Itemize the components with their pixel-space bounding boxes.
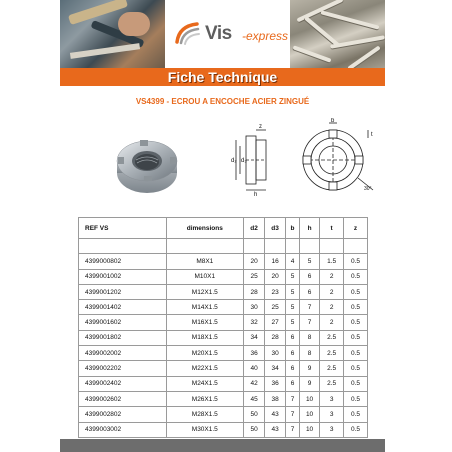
table-cell: M18X1.5 xyxy=(166,330,244,345)
table-cell: 0.5 xyxy=(344,269,368,284)
product-title: VS4399 - ECROU A ENCOCHE ACIER ZINGUÉ xyxy=(135,97,310,106)
table-cell: 28 xyxy=(265,330,286,345)
col-header-h: h xyxy=(299,218,319,239)
col-header-b: b xyxy=(286,218,300,239)
table-cell: M8X1 xyxy=(166,254,244,269)
table-cell: 0.5 xyxy=(344,361,368,376)
table-cell: 0.5 xyxy=(344,407,368,422)
table-cell: 4399002202 xyxy=(79,361,167,376)
table-cell: M30X1.5 xyxy=(166,422,244,437)
table-cell: 4399000802 xyxy=(79,254,167,269)
table-row xyxy=(79,254,368,269)
table-cell: 0.5 xyxy=(344,376,368,391)
table-cell: 0.5 xyxy=(344,330,368,345)
table-cell: 7 xyxy=(299,300,319,315)
table-row xyxy=(79,422,368,437)
table-cell: 6 xyxy=(299,269,319,284)
table-cell: 28 xyxy=(244,284,265,299)
table-cell: 9 xyxy=(299,361,319,376)
brand-logo xyxy=(165,0,290,68)
table-cell: 7 xyxy=(299,315,319,330)
table-cell: M12X1.5 xyxy=(166,284,244,299)
table-cell: 2 xyxy=(320,284,344,299)
table-cell: 2.5 xyxy=(320,330,344,345)
col-header-t: t xyxy=(320,218,344,239)
table-cell: 27 xyxy=(265,315,286,330)
table-cell: 3 xyxy=(320,391,344,406)
col-header-z: z xyxy=(344,218,368,239)
table-header-row xyxy=(79,218,368,239)
table-row xyxy=(79,346,368,361)
table-cell: 0.5 xyxy=(344,391,368,406)
table-cell: 4399002002 xyxy=(79,346,167,361)
slotted-nut-photo xyxy=(110,133,185,198)
header-banner xyxy=(60,0,385,68)
table-cell: 3 xyxy=(320,407,344,422)
table-cell: 36 xyxy=(244,346,265,361)
table-row xyxy=(79,391,368,406)
table-cell: 23 xyxy=(265,284,286,299)
logo-swoosh-icon xyxy=(175,20,201,46)
table-cell: 4 xyxy=(286,254,300,269)
table-cell: 7 xyxy=(286,391,300,406)
table-spacer xyxy=(79,239,368,254)
table-row xyxy=(79,269,368,284)
table-cell: M20X1.5 xyxy=(166,346,244,361)
table-row xyxy=(79,315,368,330)
table-cell: 4399001002 xyxy=(79,269,167,284)
table-cell: 2.5 xyxy=(320,346,344,361)
table-cell: 30 xyxy=(265,346,286,361)
table-cell: 43 xyxy=(265,407,286,422)
logo-name: Vis xyxy=(205,23,232,44)
table-cell: 2.5 xyxy=(320,361,344,376)
table-cell: 4399002402 xyxy=(79,376,167,391)
label-d2: d₂ xyxy=(231,158,237,164)
table-cell: 20 xyxy=(265,269,286,284)
table-cell: 5 xyxy=(286,300,300,315)
table-cell: 2 xyxy=(320,300,344,315)
table-cell: 34 xyxy=(244,330,265,345)
table-cell: 4399002802 xyxy=(79,407,167,422)
table-cell: 4399001202 xyxy=(79,284,167,299)
table-cell: 4399001802 xyxy=(79,330,167,345)
table-cell: 7 xyxy=(286,407,300,422)
technical-drawing xyxy=(218,118,388,198)
table-cell: 5 xyxy=(286,269,300,284)
screws-photo xyxy=(290,0,385,68)
table-cell: 3 xyxy=(320,422,344,437)
table-cell: 8 xyxy=(299,346,319,361)
table-cell: 50 xyxy=(244,422,265,437)
label-b: b xyxy=(331,118,335,124)
table-cell: 10 xyxy=(299,407,319,422)
table-cell: 6 xyxy=(286,361,300,376)
table-cell: 25 xyxy=(265,300,286,315)
col-header-ref: REF VS xyxy=(79,218,167,239)
table-row xyxy=(79,361,368,376)
label-t: t xyxy=(371,132,373,138)
tools-photo xyxy=(60,0,165,68)
table-cell: 4399001602 xyxy=(79,315,167,330)
table-cell: 5 xyxy=(299,254,319,269)
table-cell: 9 xyxy=(299,376,319,391)
table-cell: 1.5 xyxy=(320,254,344,269)
page-title: Fiche Technique xyxy=(60,68,385,86)
table-cell: 32 xyxy=(244,315,265,330)
table-cell: 42 xyxy=(244,376,265,391)
table-cell: 10 xyxy=(299,391,319,406)
col-header-dimensions: dimensions xyxy=(166,218,244,239)
table-cell: M16X1.5 xyxy=(166,315,244,330)
table-cell: 40 xyxy=(244,361,265,376)
table-cell: 45 xyxy=(244,391,265,406)
table-cell: 8 xyxy=(299,330,319,345)
specs-table xyxy=(78,217,368,438)
col-header-d3: d3 xyxy=(265,218,286,239)
table-cell: 30 xyxy=(244,300,265,315)
table-cell: 36 xyxy=(265,376,286,391)
table-cell: 50 xyxy=(244,407,265,422)
table-row xyxy=(79,284,368,299)
table-cell: 4399002602 xyxy=(79,391,167,406)
table-cell: 0.5 xyxy=(344,346,368,361)
table-cell: M28X1.5 xyxy=(166,407,244,422)
table-cell: M22X1.5 xyxy=(166,361,244,376)
table-row xyxy=(79,330,368,345)
table-cell: M26X1.5 xyxy=(166,391,244,406)
table-cell: 16 xyxy=(265,254,286,269)
table-cell: 0.5 xyxy=(344,300,368,315)
label-h: h xyxy=(254,192,258,198)
table-row xyxy=(79,300,368,315)
table-cell: 20 xyxy=(244,254,265,269)
table-cell: 10 xyxy=(299,422,319,437)
table-cell: 2 xyxy=(320,315,344,330)
table-cell: M10X1 xyxy=(166,269,244,284)
table-cell: 0.5 xyxy=(344,254,368,269)
table-cell: 34 xyxy=(265,361,286,376)
table-cell: 38 xyxy=(265,391,286,406)
table-cell: 25 xyxy=(244,269,265,284)
table-cell: 2 xyxy=(320,269,344,284)
label-d3: d₃ xyxy=(241,158,247,164)
table-cell: 6 xyxy=(286,330,300,345)
table-cell: 5 xyxy=(286,315,300,330)
table-cell: 6 xyxy=(286,346,300,361)
datasheet-page xyxy=(60,0,385,452)
label-z: z xyxy=(259,124,262,130)
col-header-d2: d2 xyxy=(244,218,265,239)
table-row xyxy=(79,376,368,391)
table-cell: 5 xyxy=(286,284,300,299)
table-cell: M14X1.5 xyxy=(166,300,244,315)
logo-suffix: -express xyxy=(242,29,289,43)
table-cell: 43 xyxy=(265,422,286,437)
label-angle: 30° xyxy=(364,186,372,192)
table-cell: 6 xyxy=(286,376,300,391)
table-cell: 2.5 xyxy=(320,376,344,391)
table-cell: M24X1.5 xyxy=(166,376,244,391)
table-cell: 0.5 xyxy=(344,284,368,299)
table-row xyxy=(79,407,368,422)
table-cell: 7 xyxy=(286,422,300,437)
table-cell: 0.5 xyxy=(344,315,368,330)
table-cell: 0.5 xyxy=(344,422,368,437)
table-cell: 4399001402 xyxy=(79,300,167,315)
table-cell: 4399003002 xyxy=(79,422,167,437)
table-cell: 6 xyxy=(299,284,319,299)
footer-bar xyxy=(60,439,385,452)
